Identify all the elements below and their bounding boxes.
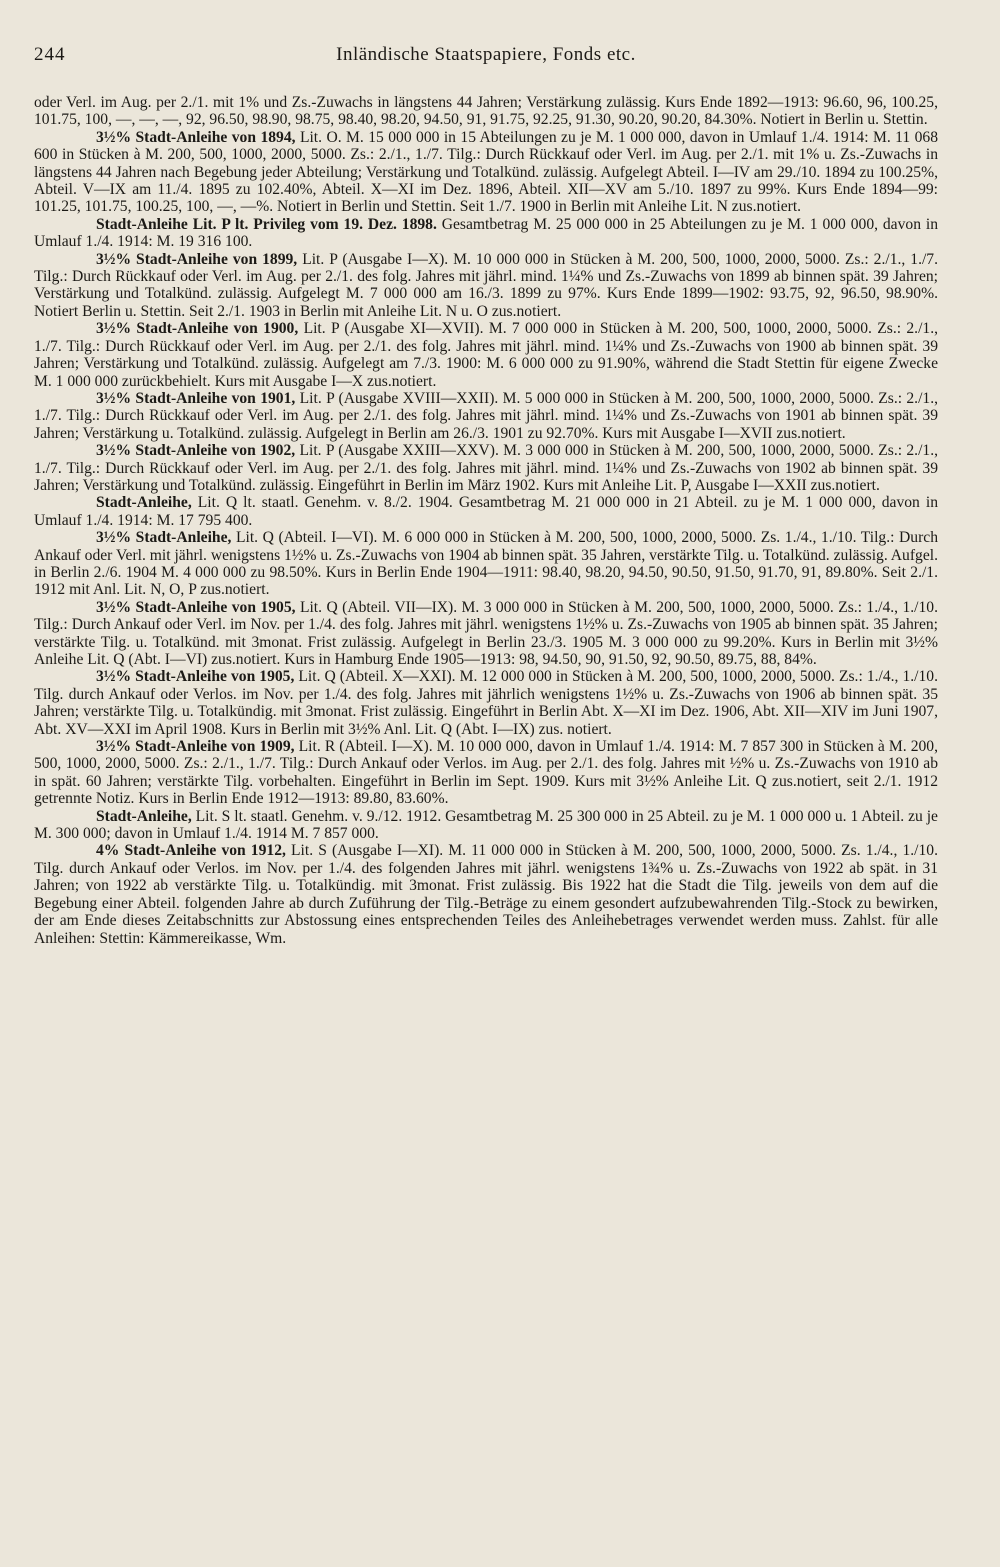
entry-title: 3½% Stadt-Anleihe von 1901, (96, 389, 296, 407)
entry-text: Lit. P (Ausgabe I—X). M. 10 000 000 in Stücken à M. 200, 500, 1000, 2000, 5000. Zs.: 2./1., 1./7. Tilg.: Durch Rückkauf oder Verl. im Aug. per 2./1. des folg. Jahres mit jährl. mind. 1¼% und Zs.-Zuwachs von 1899 ab binnen spät. 39 Jahren; Verstärkung und Totalkünd. zulässig. Aufgelegt M. 7 000 000 am 16./3. 1899 zu 97%. Kurs Ende 1899—1902: 93.75, 92, 96.50, 98.90%. Notiert Berlin u. Stettin. Seit 2./1. 1903 in Berlin mit Anleihe Lit. N u. O zus.notiert. (34, 250, 939, 320)
entry-title: 3½% Stadt-Anleihe von 1902, (96, 442, 296, 460)
entry-text: Lit. O. M. 15 000 000 in 15 Abteilungen zu je M. 1 000 000, davon in Umlauf 1./4. 1914: M. 11 068 600 in Stücken à M. 200, 500, 1000, 2000, 5000. Zs.: 2./1., 1./7. Tilg.: Durch Rückkauf oder Verl. im Aug. per 2./1. mit 1% u. Zs.-Zuwachs in längstens 44 Jahren nach Begebung jeder Abteilung; Verstärkung und Totalkünd. zulässig. Aufgelegt Abteil. I—IV am 29./10. 1894 zu 100.25%, Abteil. V—IX am 11./4. 1895 zu 102.40%, Abteil. X—XI im Dez. 1896, Abteil. XII—XV am 5./10. 1897 zu 99%. Kurs Ende 1894—99: 101.25, 101.75, 100.25, 100, —, —%. Notiert in Berlin und Stettin. Seit 1./7. 1900 in Berlin mit Anleihe Lit. N zus.notiert. (34, 128, 938, 216)
entry-text: Gesamtbetrag M. 25 000 000 in 25 Abteilungen zu je M. 1 000 000, davon in Umlauf 1./4. 1914: M. 19 316 100. (34, 215, 938, 251)
entry-title: 3½% Stadt-Anleihe von 1899, (96, 250, 298, 268)
bond-entry (34, 390, 938, 442)
bond-entry (34, 808, 938, 843)
entry-title: 3½% Stadt-Anleihe von 1900, (96, 320, 299, 338)
entry-title: Stadt-Anleihe, (96, 807, 192, 825)
page-number: 244 (34, 44, 66, 65)
bond-entry (34, 668, 938, 738)
bond-entry (34, 842, 938, 946)
bond-entry (34, 320, 938, 390)
bond-entry (34, 494, 938, 529)
entry-title: 3½% Stadt-Anleihe von 1905, (96, 668, 295, 686)
entry-title: Stadt-Anleihe Lit. P lt. Privileg vom 19. Dez. 1898. (96, 215, 437, 233)
entry-text: Lit. P (Ausgabe XI—XVII). M. 7 000 000 in Stücken à M. 200, 500, 1000, 2000, 5000. Zs.: 2./1., 1./7. Tilg.: Durch Rückkauf oder Verl. im Aug. per 2./1. des folg. Jahres mit jährl. mind. 1¼% und Zs.-Zuwachs von 1900 ab binnen spät. 39 Jahren; Verstärkung und Totalkünd. zulässig. Aufgelegt am 7./3. 1900: M. 6 000 000 zu 91.90%, während die Stadt Stettin für eigene Zwecke M. 1 000 000 zurückbehielt. Kurs mit Ausgabe I—X zus.notiert. (34, 320, 938, 390)
entry-title: Stadt-Anleihe, (96, 494, 192, 512)
entry-text: Lit. P (Ausgabe XVIII—XXII). M. 5 000 000 in Stücken à M. 200, 500, 1000, 2000, 5000. Zs.: 2./1., 1./7. Tilg.: Durch Rückkauf oder Verl. im Aug. per 2./1. des folg. Jahres mit jährl. mind. 1¼% und Zs.-Zuwachs von 1901 ab binnen spät. 39 Jahren; Verstärkung u. Totalkünd. zulässig. Aufgelegt in Berlin am 26./3. 1901 zu 92.70%. Kurs mit Ausgabe I—XVII zus.notiert. (34, 389, 939, 442)
running-head: Inländische Staatspapiere, Fonds etc. (336, 44, 636, 65)
entry-title: 4% Stadt-Anleihe von 1912, (96, 842, 286, 860)
entry-title: 3½% Stadt-Anleihe, (96, 529, 232, 547)
entry-text: Lit. Q (Abteil. X—XXI). M. 12 000 000 in Stücken à M. 200, 500, 1000, 2000, 5000. Zs.: 1./4., 1./10. Tilg. durch Ankauf oder Verlos. im Nov. per 1./4. des folg. Jahres mit jährlich wenigstens 1½% u. Zs.-Zuwachs von 1906 ab binnen spät. 35 Jahren; verstärkte Tilg. u. Totalkündig. mit 3monat. Frist zulässig. Eingeführt in Berlin Abt. X—XI im Dez. 1906, Abt. XII—XIV im Juni 1907, Abt. XV—XXI im April 1908. Kurs in Berlin mit 3½% Anl. Lit. Q (Abt. I—IX) zus. notiert. (34, 668, 938, 738)
entry-text: Lit. Q (Abteil. I—VI). M. 6 000 000 in Stücken à M. 200, 500, 1000, 2000, 5000. Zs. 1./4., 1./10. Tilg.: Durch Ankauf oder Verl. mit jährl. wenigstens 1½% u. Zs.-Zuwachs von 1904 ab binnen spät. 35 Jahren, verstärkte Tilg. u. Totalkünd. zulässig. Aufgel. in Berlin 2./6. 1904 M. 4 000 000 zu 98.50%. Kurs in Berlin Ende 1904—1911: 98.40, 98.20, 94.50, 90.50, 91.50, 91.70, 91, 89.80%. Seit 2./1. 1912 mit Anl. Lit. N, O, P zus.notiert. (34, 529, 939, 599)
entry-text: Lit. S (Ausgabe I—XI). M. 11 000 000 in Stücken à M. 200, 500, 1000, 2000, 5000. Zs. 1./4., 1./10. Tilg. durch Ankauf oder Verlos. im Nov. per 1./4. des folgenden Jahres mit jährl. wenigstens 1¾% u. Zs.-Zuwachs von 1922 ab spät. in 31 Jahren; von 1922 ab verstärkte Tilg. u. Totalkündig. mit 3monat. Frist zulässig. Bis 1922 hat die Stadt die Tilg. jeweils von dem auf die Begebung einer Abteil. folgenden Jahre ab durch Zuführung der Tilg.-Beträge zu einem gesondert aufzubewahrenden Tilg.-Stock zu bewirken, der am Ende dieses Zeitabschnitts zur Abstossung eines entsprechenden Teiles des Anleihebetrages verwendet werden muss. Zahlst. für alle Anleihen: Stettin: Kämmereikasse, Wm. (34, 842, 938, 947)
entry-title: 3½% Stadt-Anleihe von 1909, (96, 738, 295, 756)
entry-title: 3½% Stadt-Anleihe von 1905, (96, 598, 296, 616)
bond-entry (34, 442, 938, 494)
bond-entry (34, 738, 938, 808)
paragraph (34, 94, 938, 129)
entry-text: Lit. Q (Abteil. VII—IX). M. 3 000 000 in Stücken à M. 200, 500, 1000, 2000, 5000. Zs.: 1./4., 1./10. Tilg.: Durch Ankauf oder Verl. im Nov. per 1./4. des folg. Jahres mit jährl. wenigstens 1½% u. Zs.-Zuwachs von 1905 ab binnen spät. 35 Jahren; verstärkte Tilg. u. Totalkünd. mit 3monat. Frist zulässig. Aufgelegt in Berlin 23./3. 1905 M. 3 000 000 zu 99.20%. Kurs in Berlin mit 3½% Anleihe Lit. Q (Abt. I—VI) zus.notiert. Kurs in Hamburg Ende 1905—1913: 98, 94.50, 90, 91.50, 92, 90.50, 89.75, 88, 84%. (34, 598, 938, 668)
page-header (34, 40, 938, 74)
bond-entry (34, 599, 938, 669)
bond-entry (34, 216, 938, 251)
bond-entry (34, 129, 938, 216)
paragraph-text: oder Verl. im Aug. per 2./1. mit 1% und Zs.-Zuwachs in längstens 44 Jahren; Verstärkung zulässig. Kurs Ende 1892—1913: 96.60, 96, 100.25, 101.75, 100, —, —, —, 92, 96.50, 98.90, 98.75, 98.40, 98.20, 94.50, 91, 91.75, 92.25, 91.30, 90.20, 90.20, 84.30%. Notiert in Berlin u. Stettin. (34, 94, 938, 129)
entry-text: Lit. P (Ausgabe XXIII—XXV). M. 3 000 000 in Stücken à M. 200, 500, 1000, 2000, 5000. Zs.: 2./1., 1./7. Tilg.: Durch Rückkauf oder Verl. im Aug. per 2./1. des folg. Jahres mit jährl. mind. 1¼% und Zs.-Zuwachs von 1902 ab binnen spät. 39 Jahren; Verstärkung und Totalkünd. zulässig. Eingeführt in Berlin im März 1902. Kurs mit Anleihe Lit. P, Ausgabe I—XXII zus.notiert. (34, 442, 938, 494)
entry-text: Lit. S lt. staatl. Genehm. v. 9./12. 1912. Gesamtbetrag M. 25 300 000 in 25 Abteil. zu je M. 1 000 000 u. 1 Abteil. zu je M. 300 000; davon in Umlauf 1./4. 1914 M. 7 857 000. (34, 807, 938, 843)
document-body (34, 94, 938, 947)
bond-entry (34, 529, 938, 599)
entry-text: Lit. Q lt. staatl. Genehm. v. 8./2. 1904. Gesamtbetrag M. 21 000 000 in 21 Abteil. zu je M. 1 000 000, davon in Umlauf 1./4. 1914: M. 17 795 400. (34, 494, 938, 529)
bond-entry (34, 251, 938, 321)
entry-title: 3½% Stadt-Anleihe von 1894, (96, 128, 296, 146)
entry-text: Lit. R (Abteil. I—X). M. 10 000 000, davon in Umlauf 1./4. 1914: M. 7 857 300 in Stücken à M. 200, 500, 1000, 2000, 5000. Zs.: 2./1., 1./7. Tilg.: Durch Ankauf oder Verlos. im Aug. per 2./1. des folg. Jahres mit ½% u. Zs.-Zuwachs von 1910 ab in spät. 60 Jahren; verstärkte Tilg. vorbehalten. Eingeführt in Berlin im Sept. 1909. Kurs mit 3½% Anleihe Lit. Q zus.notiert, seit 2./1. 1912 getrennte Notiz. Kurs in Berlin Ende 1912—1913: 89.80, 83.60%. (34, 738, 939, 808)
